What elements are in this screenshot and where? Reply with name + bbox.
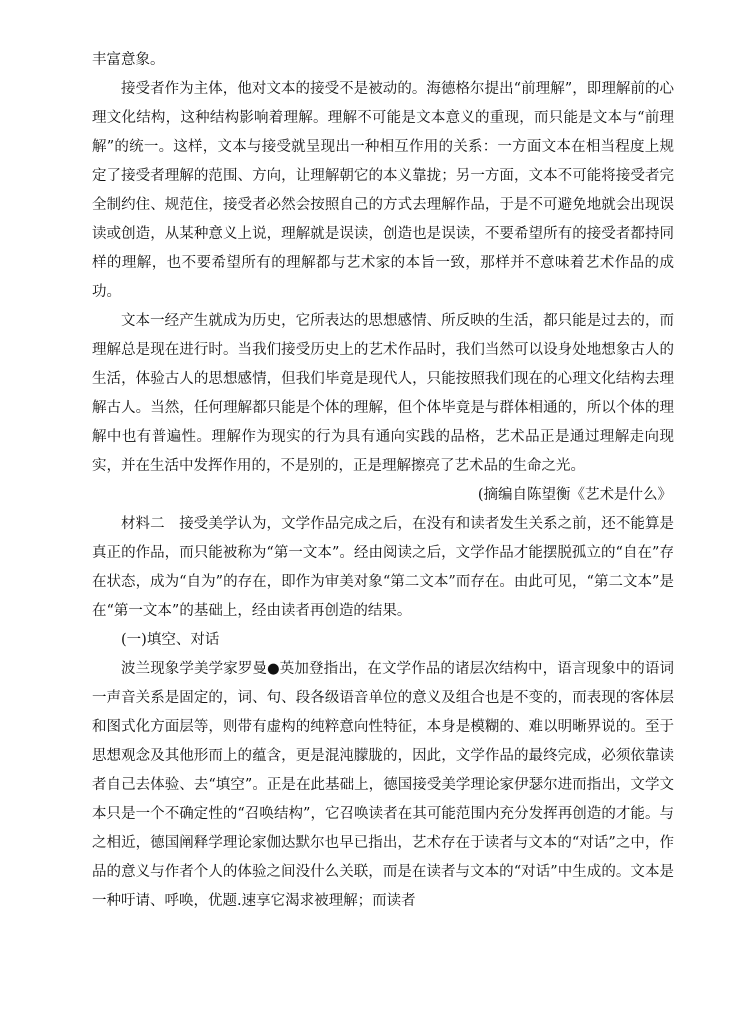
source-citation: (摘编自陈望衡《艺术是什么》 xyxy=(477,487,672,503)
section-heading: (一)填空、对话 xyxy=(121,632,220,648)
document-page xyxy=(92,46,674,916)
paragraph-ingarden: 波兰现象学美学家罗曼●英加登指出，在文学作品的诸层次结构中，语言现象中的语词一声音关系是固定的，词、句、段各级语音单位的意义及组合也是不变的，而表现的客体层和图式化方面层等，则带有虚构的纯粹意向性特征，本身是模糊的、难以明晰界说的。至于思想观念及其他形而上的蕴含，更是混沌朦胧的，因此，文学作品的最终完成，必须依靠读者自己去体验、去“填空”。正是在此基础上，德国接受美学理论家伊瑟尔进而指出，文学文本只是一个不确定性的“召唤结构”，它召唤读者在其可能范围内充分发挥再创造的才能。与之相近，德国阐释学理论家伽达默尔也早已指出，艺术存在于读者与文本的“对话”之中，作品的意义与作者个人的体验之间没什么关联，而是在读者与文本的“对话”中生成的。文本是一种吁请、呼唤，优题.速享它渴求被理解；而读者 xyxy=(92,661,674,909)
paragraph-text-history: 文本一经产生就成为历史，它所表达的思想感情、所反映的生活，都只能是过去的，而理解总是现在进行时。当我们接受历史上的艺术作品时，我们当然可以设身处地想象古人的生活，体验古人的思想感情，但我们毕竟是现代人，只能按照我们现在的心理文化结构去理解古人。当然，任何理解都只能是个体的理解，但个体毕竟是与群体相通的，所以个体的理解中也有普遍性。理解作为现实的行为具有通向实践的品格，艺术品正是通过理解走向现实，并在生活中发挥作用的，不是别的，正是理解擦亮了艺术品的生命之光。 xyxy=(92,313,674,474)
paragraph-material-two: 材料二 接受美学认为，文学作品完成之后，在没有和读者发生关系之前，还不能算是真正的作品，而只能被称为“第一文本”。经由阅读之后，文学作品才能摆脱孤立的“自在”存在状态，成为“自为”的存在，即作为审美对象“第二文本”而存在。由此可见，“第二文本”是在“第一文本”的基础上，经由读者再创造的结果。 xyxy=(92,516,674,619)
paragraph-continuation: 丰富意象。 xyxy=(92,52,165,68)
paragraph-receiver-subject: 接受者作为主体，他对文本的接受不是被动的。海德格尔提出“前理解”，即理解前的心理文化结构，这种结构影响着理解。理解不可能是文本意义的重现，而只能是文本与“前理解”的统一。这样，文本与接受就呈现出一种相互作用的关系：一方面文本在相当程度上规定了接受者理解的范围、方向，让理解朝它的本义靠拢；另一方面，文本不可能将接受者完全制约住、规范住，接受者必然会按照自己的方式去理解作品，于是不可避免地就会出现误读或创造，从某种意义上说，理解就是误读，创造也是误读，不要希望所有的接受者都持同样的理解，也不要希望所有的理解都与艺术家的本旨一致，那样并不意味着艺术作品的成功。 xyxy=(92,81,674,300)
